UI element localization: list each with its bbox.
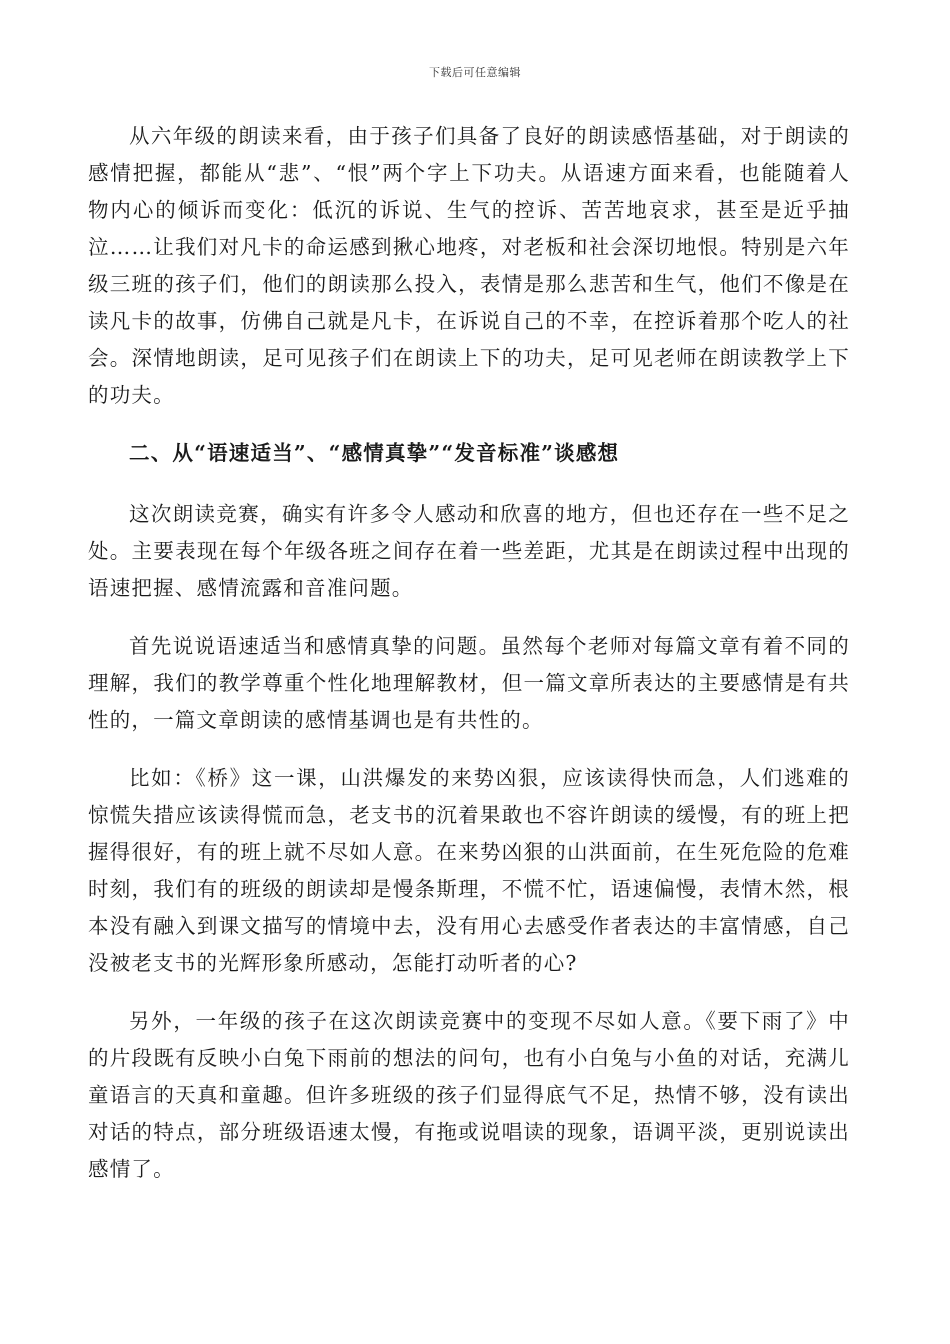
- paragraph-grade-six-reading: 从六年级的朗读来看，由于孩子们具备了良好的朗读感悟基础，对于朗读的感情把握，都能从“悲”、“恨”两个字上下功夫。从语速方面来看，也能随着人物内心的倾诉而变化：低沉的诉说、生气的控诉、苦苦地哀求，甚至是近乎抽泣……让我们对凡卡的命运感到揪心地疼，对老板和社会深切地恨。特别是六年级三班的孩子们，他们的朗读那么投入，表情是那么悲苦和生气，他们不像是在读凡卡的故事，仿佛自己就是凡卡，在诉说自己的不幸，在控诉着那个吃人的社会。深情地朗读，足可见孩子们在朗读上下的功夫，足可见老师在朗读教学上下的功夫。: [88, 124, 850, 407]
- paragraph-competition-shortcomings: 这次朗读竞赛，确实有许多令人感动和欣喜的地方，但也还存在一些不足之处。主要表现在每个年级各班之间存在着一些差距，尤其是在朗读过程中出现的语速把握、感情流露和音准问题。: [88, 502, 850, 600]
- paragraph-bridge-example: 比如：《桥》这一课，山洪爆发的来势凶狠，应该读得快而急，人们逃难的惊慌失措应该读得慌而急，老支书的沉着果敢也不容许朗读的缓慢，有的班上把握得很好，有的班上就不尽如人意。在来势凶狠的山洪面前，在生死危险的危难时刻，我们有的班级的朗读却是慢条斯理，不慌不忙，语速偏慢，表情木然，根本没有融入到课文描写的情境中去，没有用心去感受作者表达的丰富情感，自己没被老支书的光辉形象所感动，怎能打动听者的心?: [88, 766, 850, 975]
- page-header: 下载后可任意编辑: [429, 66, 521, 79]
- paragraph-grade-one-reading: 另外，一年级的孩子在这次朗读竞赛中的变现不尽如人意。《要下雨了》中的片段既有反映小白兔下雨前的想法的问句，也有小白兔与小鱼的对话，充满儿童语言的天真和童趣。但许多班级的孩子们显得底气不足，热情不够，没有读出对话的特点，部分班级语速太慢，有拖或说唱读的现象，语调平淡，更别说读出感情了。: [88, 1009, 850, 1181]
- paragraph-speed-and-emotion: 首先说说语速适当和感情真挚的问题。虽然每个老师对每篇文章有着不同的理解，我们的教学尊重个性化地理解教材，但一篇文章所表达的主要感情是有共性的，一篇文章朗读的感情基调也是有共性的。: [88, 634, 850, 732]
- section-heading: 二、从“语速适当”、“感情真挚”“发音标准”谈感想: [129, 441, 620, 465]
- document-body: [88, 118, 850, 1209]
